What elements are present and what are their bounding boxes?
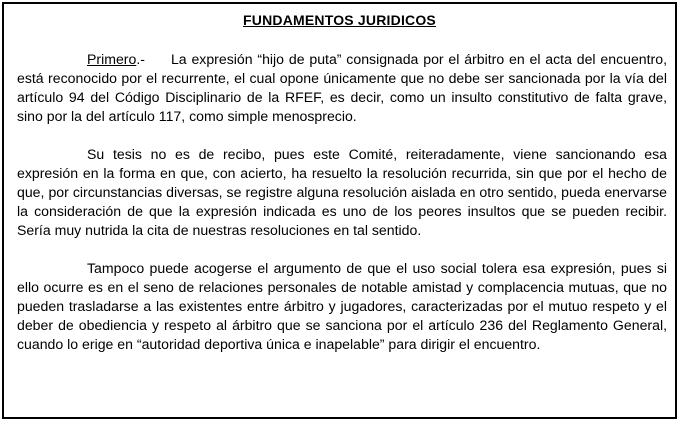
paragraph-primero <box>17 50 667 126</box>
document-frame <box>2 2 677 419</box>
paragraphs <box>17 50 667 354</box>
paragraph-text: Su tesis no es de recibo, pues este Comité, reiteradamente, viene sancionando esa expresión en la forma en que, con acierto, ha resuelto la resolución recurrida, sin que por el hecho de que, por circunstancias diversas, se registre alguna resolución aislada en otro sentido, pueda enervarse la consideración de que la expresión indicada es uno de los peores insultos que se pueden recibir. Sería muy nutrida la cita de nuestras resoluciones en tal sentido. <box>17 146 667 238</box>
paragraph-lead: Primero <box>87 51 137 67</box>
paragraph-2 <box>17 145 667 240</box>
paragraph-lead-suffix: .- <box>136 51 145 67</box>
heading-text: FUNDAMENTOS JURIDICOS <box>243 12 436 28</box>
section-heading <box>4 12 675 28</box>
paragraph-text: Tampoco puede acogerse el argumento de que el uso social tolera esa expresión, pues si ello ocurre es en el seno de relaciones personales de notable amistad y complacencia mutuas, que no pueden trasladarse a las existentes entre árbitro y jugadores, caracterizadas por el mutuo respeto y el deber de obediencia y respeto al árbitro que se sanciona por el artículo 236 del Reglamento General, cuando lo erige en “autoridad deportiva única e inapelable” para dirigir el encuentro. <box>17 260 667 352</box>
paragraph-text: La expresión “hijo de puta” consignada por el árbitro en el acta del encuentro, está reconocido por el recurrente, el cual opone únicamente que no debe ser sancionada por la vía del artículo 94 del Código Disciplinario de la RFEF, es decir, como un insulto constitutivo de falta grave, sino por la del artículo 117, como simple menosprecio. <box>17 51 667 124</box>
paragraph-3 <box>17 259 667 354</box>
document-body <box>17 50 667 373</box>
